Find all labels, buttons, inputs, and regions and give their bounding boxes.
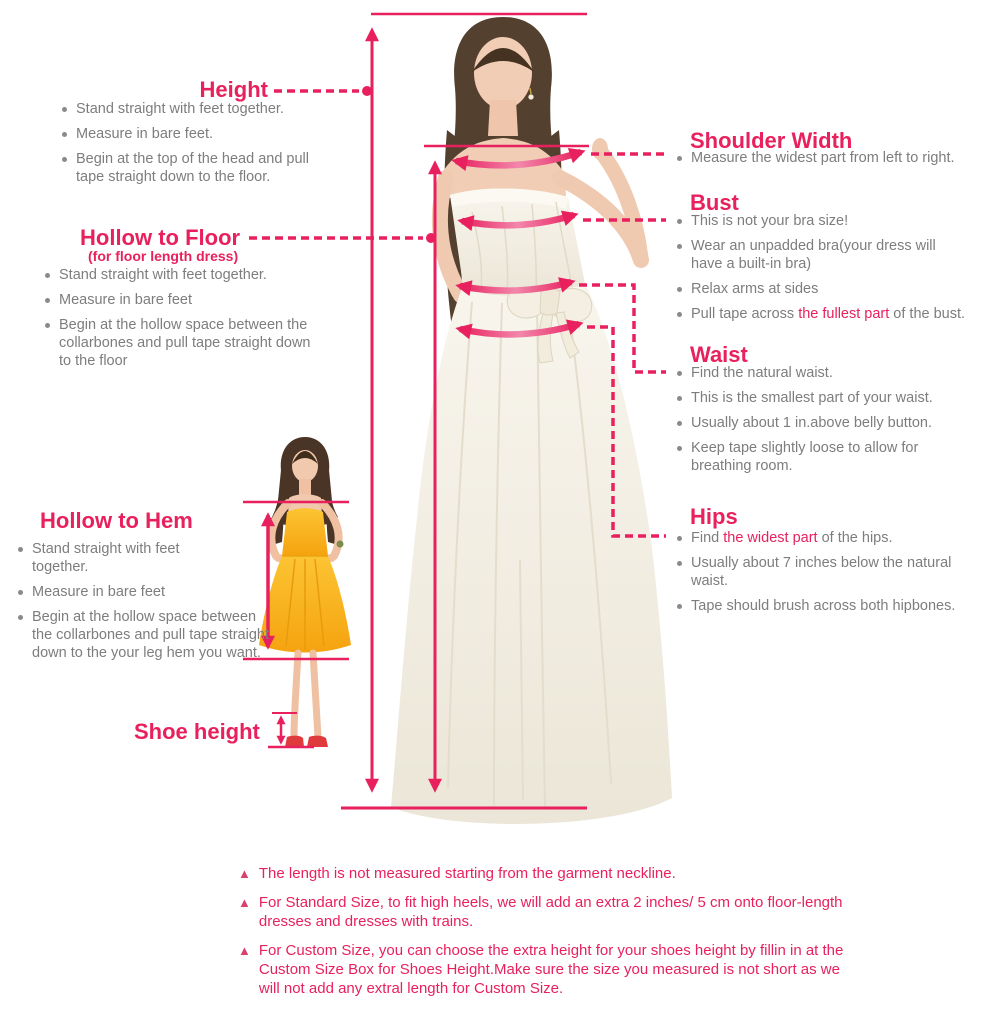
- bullet-text: Wear an unpadded bra(your dress will have a built-in bra): [691, 238, 936, 272]
- list-item: [18, 583, 272, 601]
- hips-title: Hips: [690, 504, 738, 529]
- bullet-dot: [18, 615, 23, 620]
- bullet-dot: [677, 446, 682, 451]
- bullet-text: Begin at the hollow space between the collarbones and pull tape straight down to the your leg hem you want.: [32, 609, 269, 661]
- note-text: The length is not measured starting from the garment neckline.: [258, 865, 676, 882]
- bullet-dot: [677, 604, 682, 609]
- bullet-dot: [677, 536, 682, 541]
- bullet-text: Measure the widest part from left to right.: [691, 150, 955, 166]
- bullet-text: [691, 305, 965, 323]
- bullet-dot: [62, 157, 67, 162]
- bullet-dot: [18, 547, 23, 552]
- bullet-dot: [45, 323, 50, 328]
- hollow-to-floor-title: Hollow to Floor: [80, 225, 241, 250]
- bullet-text-suffix: of the hips.: [817, 530, 893, 546]
- shoe-height-title: Shoe height: [134, 719, 260, 744]
- list-item: [677, 439, 991, 475]
- note-item: [238, 893, 850, 931]
- list-item: [677, 414, 991, 432]
- bullet-text: Measure in bare feet: [59, 292, 192, 308]
- list-item: [677, 389, 991, 407]
- bullet-text: [691, 529, 991, 547]
- footer-notes: [238, 864, 850, 1008]
- hips-bullets: [677, 529, 991, 622]
- bullet-text-suffix: of the bust.: [889, 306, 966, 322]
- bullet-text-prefix: Pull tape across: [691, 306, 799, 322]
- bullet-dot: [18, 590, 23, 595]
- list-item: [677, 212, 991, 230]
- list-item: [677, 597, 991, 615]
- bullet-text: Stand straight with feet together.: [59, 267, 267, 283]
- list-item: [45, 316, 314, 370]
- bullet-dot: [677, 561, 682, 566]
- list-item: [62, 100, 338, 118]
- bullet-text: This is the smallest part of your waist.: [691, 390, 933, 406]
- petite-model-illustration: [259, 437, 351, 747]
- bullet-text: Find the natural waist.: [691, 365, 833, 381]
- warning-triangle-icon: ▲: [238, 866, 251, 881]
- list-item: [677, 364, 991, 382]
- note-item: [238, 864, 850, 883]
- hollow-to-hem-title: Hollow to Hem: [40, 508, 193, 533]
- bullet-dot: [677, 396, 682, 401]
- hollow-to-floor-connector-dot: [426, 233, 436, 243]
- shoulder-width-bullets: [677, 149, 991, 174]
- bullet-text: Tape should brush across both hipbones.: [691, 598, 956, 614]
- bust-bullets: [677, 212, 991, 330]
- hollow-to-floor-subtitle: (for floor length dress): [88, 248, 239, 264]
- bullet-dot: [677, 156, 682, 161]
- bullet-text: Begin at the top of the head and pull tape straight down to the floor.: [76, 151, 309, 185]
- list-item: [677, 305, 991, 323]
- bullet-dot: [62, 132, 67, 137]
- list-item: [18, 540, 272, 576]
- list-item: [677, 280, 991, 298]
- note-item: [238, 941, 850, 998]
- height-bullets: [62, 100, 338, 193]
- bullet-text: Measure in bare feet.: [76, 126, 214, 142]
- list-item: [677, 554, 991, 590]
- bullet-text: This is not your bra size!: [691, 213, 849, 229]
- note-text: For Standard Size, to fit high heels, we will add an extra 2 inches/ 5 cm onto floor-length dresses and dresses with trains.: [258, 894, 843, 930]
- bullet-text: Relax arms at sides: [691, 281, 819, 297]
- list-item: [677, 529, 991, 547]
- bullet-dot: [45, 273, 50, 278]
- waist-bullets: [677, 364, 991, 482]
- list-item: [62, 125, 338, 143]
- hollow-to-floor-bullets: [45, 266, 314, 377]
- list-item: [677, 149, 991, 167]
- bullet-text-prefix: Find: [691, 530, 724, 546]
- bullet-dot: [677, 219, 682, 224]
- bullet-dot: [677, 244, 682, 249]
- bullet-dot: [62, 107, 67, 112]
- height-title: Height: [199, 77, 268, 102]
- bullet-dot: [677, 371, 682, 376]
- bullet-text-highlight: the fullest part: [798, 306, 890, 322]
- bullet-text: Stand straight with feet together.: [32, 541, 180, 575]
- bullet-text: Begin at the hollow space between the collarbones and pull tape straight down to the floor: [59, 317, 311, 369]
- hollow-to-hem-bullets: [18, 540, 272, 669]
- bullet-dot: [677, 312, 682, 317]
- list-item: [62, 150, 338, 186]
- bullet-dot: [677, 287, 682, 292]
- waist-title: Waist: [690, 342, 748, 367]
- note-text: For Custom Size, you can choose the extra height for your shoes height by fillin in at the Custom Size Box for Shoes Height.Make sure the size you measured is not short as we will not add any extral length for Custom Size.: [258, 942, 844, 997]
- list-item: [45, 266, 314, 284]
- bust-title: Bust: [690, 190, 739, 215]
- height-connector-dot: [362, 86, 372, 96]
- bullet-text: Keep tape slightly loose to allow for breathing room.: [691, 440, 919, 474]
- list-item: [45, 291, 314, 309]
- main-model-illustration: [391, 17, 672, 824]
- warning-triangle-icon: ▲: [238, 943, 251, 958]
- bullet-text: Usually about 7 inches below the natural waist.: [691, 555, 952, 589]
- list-item: [677, 237, 991, 273]
- shoulder-width-title: Shoulder Width: [690, 128, 853, 153]
- bullet-text: Usually about 1 in.above belly button.: [691, 415, 933, 431]
- bullet-dot: [677, 421, 682, 426]
- bullet-text: Measure in bare feet: [32, 584, 165, 600]
- bullet-dot: [45, 298, 50, 303]
- list-item: [18, 608, 272, 662]
- bullet-text: Stand straight with feet together.: [76, 101, 284, 117]
- bullet-text-highlight: the widest part: [723, 530, 818, 546]
- warning-triangle-icon: ▲: [238, 895, 251, 910]
